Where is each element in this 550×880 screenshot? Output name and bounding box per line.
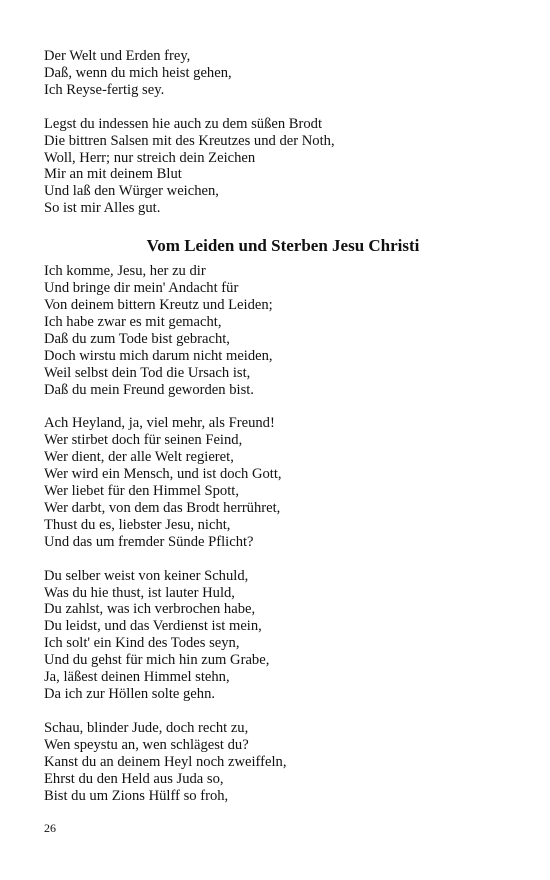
verse-line: Du selber weist von keiner Schuld, bbox=[44, 567, 249, 584]
verse-line: Und das um fremder Sünde Pflicht? bbox=[44, 533, 254, 550]
verse-line: Thust du es, liebster Jesu, nicht, bbox=[44, 516, 231, 533]
verse-line: Ich habe zwar es mit gemacht, bbox=[44, 313, 222, 330]
verse-line: Daß du mein Freund geworden bist. bbox=[44, 381, 254, 398]
stanzas-after-heading bbox=[44, 263, 514, 804]
verse-line: Daß du zum Tode bist gebracht, bbox=[44, 330, 230, 347]
verse-line: Wer dient, der alle Welt regieret, bbox=[44, 449, 234, 466]
verse-line: Doch wirstu mich darum nicht meiden, bbox=[44, 347, 273, 364]
verse-line: Wer darbt, von dem das Brodt herrühret, bbox=[44, 499, 281, 516]
verse-line: Daß, wenn du mich heist gehen, bbox=[44, 64, 232, 81]
verse-line: Wen speystu an, wen schlägest du? bbox=[44, 736, 249, 753]
verse-line: Ich solt' ein Kind des Todes seyn, bbox=[44, 635, 240, 652]
stanza bbox=[44, 568, 514, 703]
verse-line: Ich komme, Jesu, her zu dir bbox=[44, 263, 206, 280]
verse-line: Du leidst, und das Verdienst ist mein, bbox=[44, 618, 262, 635]
verse-line: Und bringe dir mein' Andacht für bbox=[44, 280, 239, 297]
stanza bbox=[44, 263, 514, 398]
verse-line: Ich Reyse-fertig sey. bbox=[44, 81, 165, 98]
verse-line: So ist mir Alles gut. bbox=[44, 200, 161, 217]
verse-line: Mir an mit deinem Blut bbox=[44, 166, 182, 183]
verse-line: Schau, blinder Jude, doch recht zu, bbox=[44, 719, 249, 736]
verse-line: Da ich zur Höllen solte gehn. bbox=[44, 686, 216, 702]
verse-line: Von deinem bittern Kreutz und Leiden; bbox=[44, 296, 273, 313]
verse-line: Ja, läßest deinen Himmel stehn, bbox=[44, 669, 230, 686]
verse-line: Der Welt und Erden frey, bbox=[44, 48, 191, 64]
stanza bbox=[44, 48, 514, 99]
verse-line: Die bittren Salsen mit des Kreutzes und der Noth, bbox=[44, 132, 335, 149]
verse-line: Und laß den Würger weichen, bbox=[44, 183, 219, 200]
verse-line: Was du hie thust, ist lauter Huld, bbox=[44, 584, 235, 601]
verse-line: Du zahlst, was ich verbrochen habe, bbox=[44, 601, 256, 618]
section-heading: Vom Leiden und Sterben Jesu Christi bbox=[146, 236, 420, 256]
stanzas-before-heading bbox=[44, 48, 514, 217]
verse-line: Kanst du an deinem Heyl noch zweiffeln, bbox=[44, 753, 287, 770]
verse-line: Wer liebet für den Himmel Spott, bbox=[44, 483, 239, 500]
page-body bbox=[44, 48, 514, 821]
verse-line: Und du gehst für mich hin zum Grabe, bbox=[44, 652, 270, 669]
verse-line: Ehrst du den Held aus Juda so, bbox=[44, 770, 224, 787]
verse-line: Weil selbst dein Tod die Ursach ist, bbox=[44, 364, 251, 381]
verse-line: Wer stirbet doch für seinen Feind, bbox=[44, 432, 243, 449]
verse-line: Bist du um Zions Hülff so froh, bbox=[44, 787, 229, 804]
stanza bbox=[44, 116, 514, 217]
verse-line: Wer wird ein Mensch, und ist doch Gott, bbox=[44, 466, 282, 483]
page-number: 26 bbox=[44, 821, 56, 835]
stanza bbox=[44, 720, 514, 805]
stanza bbox=[44, 415, 514, 550]
verse-line: Legst du indessen hie auch zu dem süßen Brodt bbox=[44, 115, 323, 132]
verse-line: Woll, Herr; nur streich dein Zeichen bbox=[44, 149, 256, 166]
verse-line: Ach Heyland, ja, viel mehr, als Freund! bbox=[44, 415, 275, 432]
